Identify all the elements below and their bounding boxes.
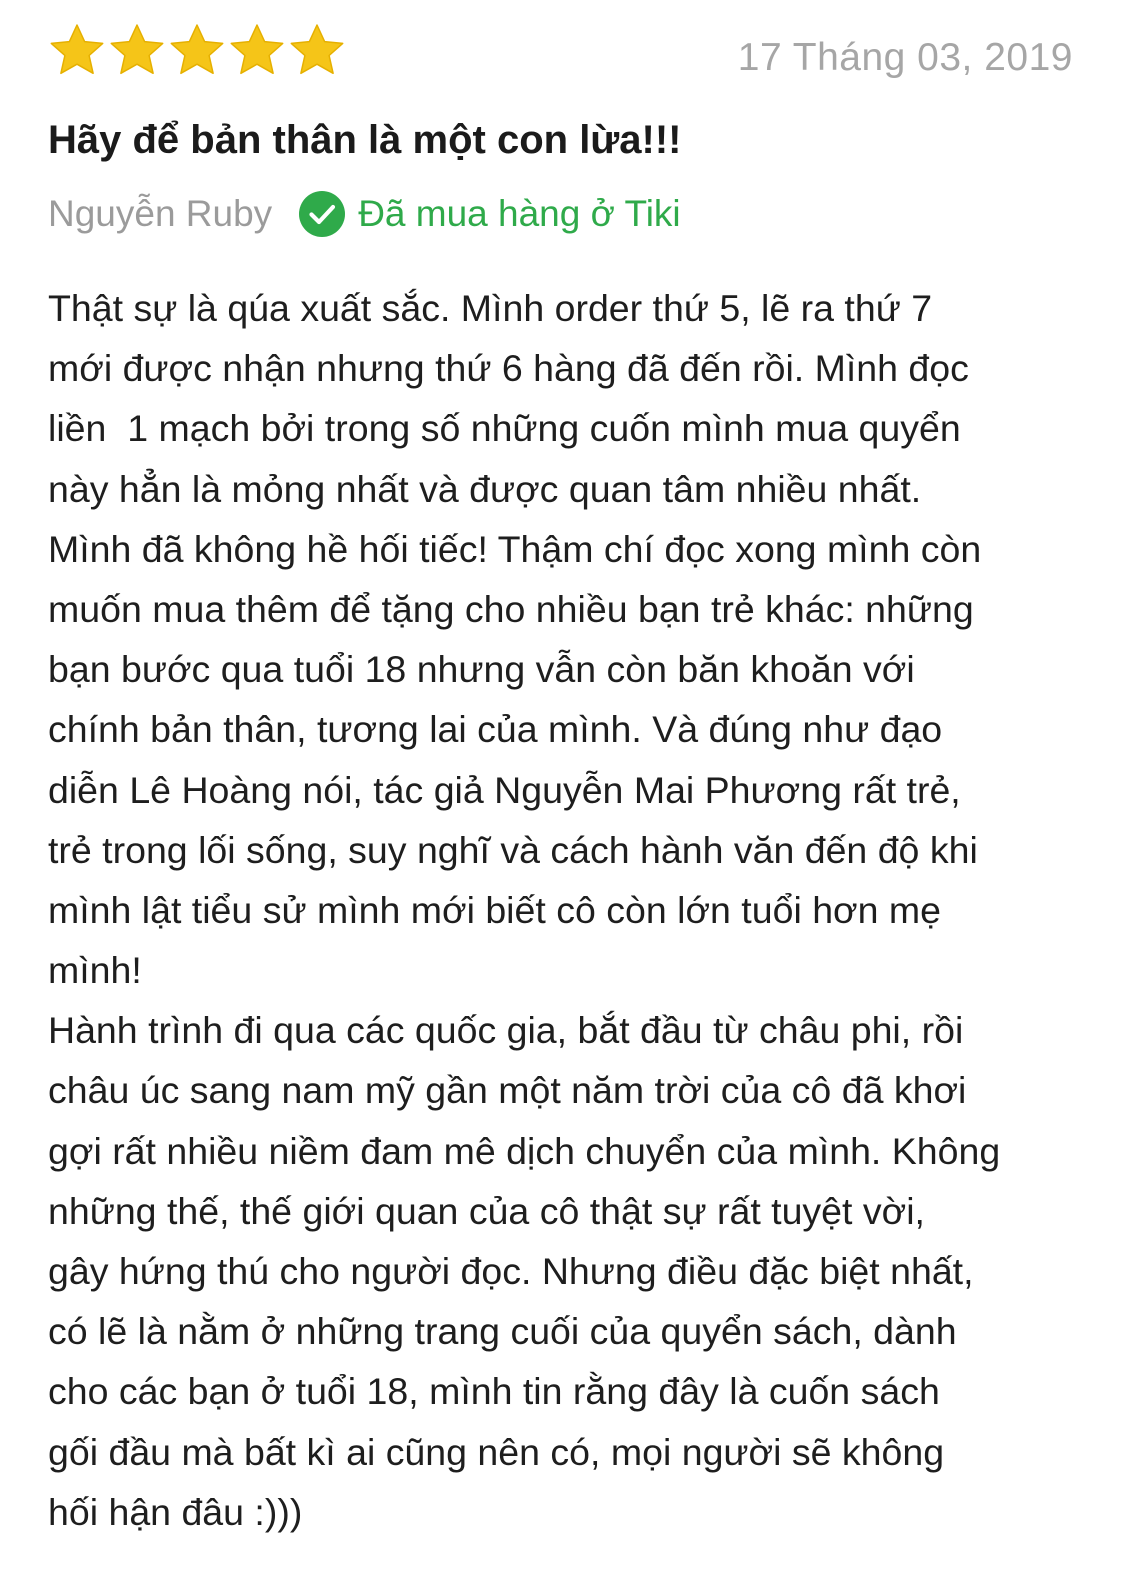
review-header xyxy=(48,22,1073,82)
review-title: Hãy để bản thân là một con lừa!!! xyxy=(48,118,682,162)
star-icon xyxy=(168,22,226,80)
check-circle-icon xyxy=(298,190,346,238)
reviewer-meta xyxy=(48,188,681,240)
review-body-line: châu úc sang nam mỹ gần một năm trời của cô đã khơi xyxy=(48,1069,967,1112)
review-body-line: gợi rất nhiều niềm đam mê dịch chuyển của mình. Không xyxy=(48,1129,1001,1172)
review-body-line: trẻ trong lối sống, suy nghĩ và cách hành văn đến độ khi xyxy=(48,828,978,871)
review-body-line: mình lật tiểu sử mình mới biết cô còn lớn tuổi hơn mẹ xyxy=(48,888,942,931)
review-body-line: chính bản thân, tương lai của mình. Và đúng như đạo xyxy=(48,708,943,751)
review-body-line: Thật sự là qúa xuất sắc. Mình order thứ 5, lẽ ra thứ 7 xyxy=(48,287,933,329)
star-icon xyxy=(48,22,106,80)
review-body-line: gây hứng thú cho người đọc. Nhưng điều đặc biệt nhất, xyxy=(48,1250,974,1292)
star-rating xyxy=(48,22,346,80)
review-body-line: bạn bước qua tuổi 18 nhưng vẫn còn băn khoăn với xyxy=(48,648,915,691)
review-body-line: mới được nhận nhưng thứ 6 hàng đã đến rồi. Mình đọc xyxy=(48,347,969,390)
review-body-line: diễn Lê Hoàng nói, tác giả Nguyễn Mai Phương rất trẻ, xyxy=(48,768,961,811)
star-icon xyxy=(228,22,286,80)
review-date: 17 Tháng 03, 2019 xyxy=(737,36,1073,79)
star-icon xyxy=(288,22,346,80)
verified-purchase-label: Đã mua hàng ở Tiki xyxy=(358,193,681,234)
review-body-line: mình! xyxy=(48,949,142,992)
review-body-line: này hẳn là mỏng nhất và được quan tâm nhiều nhất. xyxy=(48,467,922,510)
verified-purchase-badge xyxy=(298,190,680,238)
star-icon xyxy=(108,22,166,80)
review-body-line: Hành trình đi qua các quốc gia, bắt đầu từ châu phi, rồi xyxy=(48,1009,964,1052)
review-body-line: liền 1 mạch bởi trong số những cuốn mình mua quyển xyxy=(48,407,961,450)
review-body-line: Mình đã không hề hối tiếc! Thậm chí đọc xong mình còn xyxy=(48,527,982,570)
reviewer-name: Nguyễn Ruby xyxy=(48,193,273,234)
review-body xyxy=(48,278,1088,1542)
review-body-line: muốn mua thêm để tặng cho nhiều bạn trẻ khác: những xyxy=(48,587,974,630)
review-body-line: những thế, thế giới quan của cô thật sự rất tuyệt vời, xyxy=(48,1189,925,1232)
review-body-line: cho các bạn ở tuổi 18, mình tin rằng đây là cuốn sách xyxy=(48,1370,940,1413)
review-body-line: gối đầu mà bất kì ai cũng nên có, mọi người sẽ không xyxy=(48,1430,945,1473)
review-body-line: hối hận đâu :))) xyxy=(48,1490,303,1533)
review-body-line: có lẽ là nằm ở những trang cuối của quyển sách, dành xyxy=(48,1310,957,1353)
